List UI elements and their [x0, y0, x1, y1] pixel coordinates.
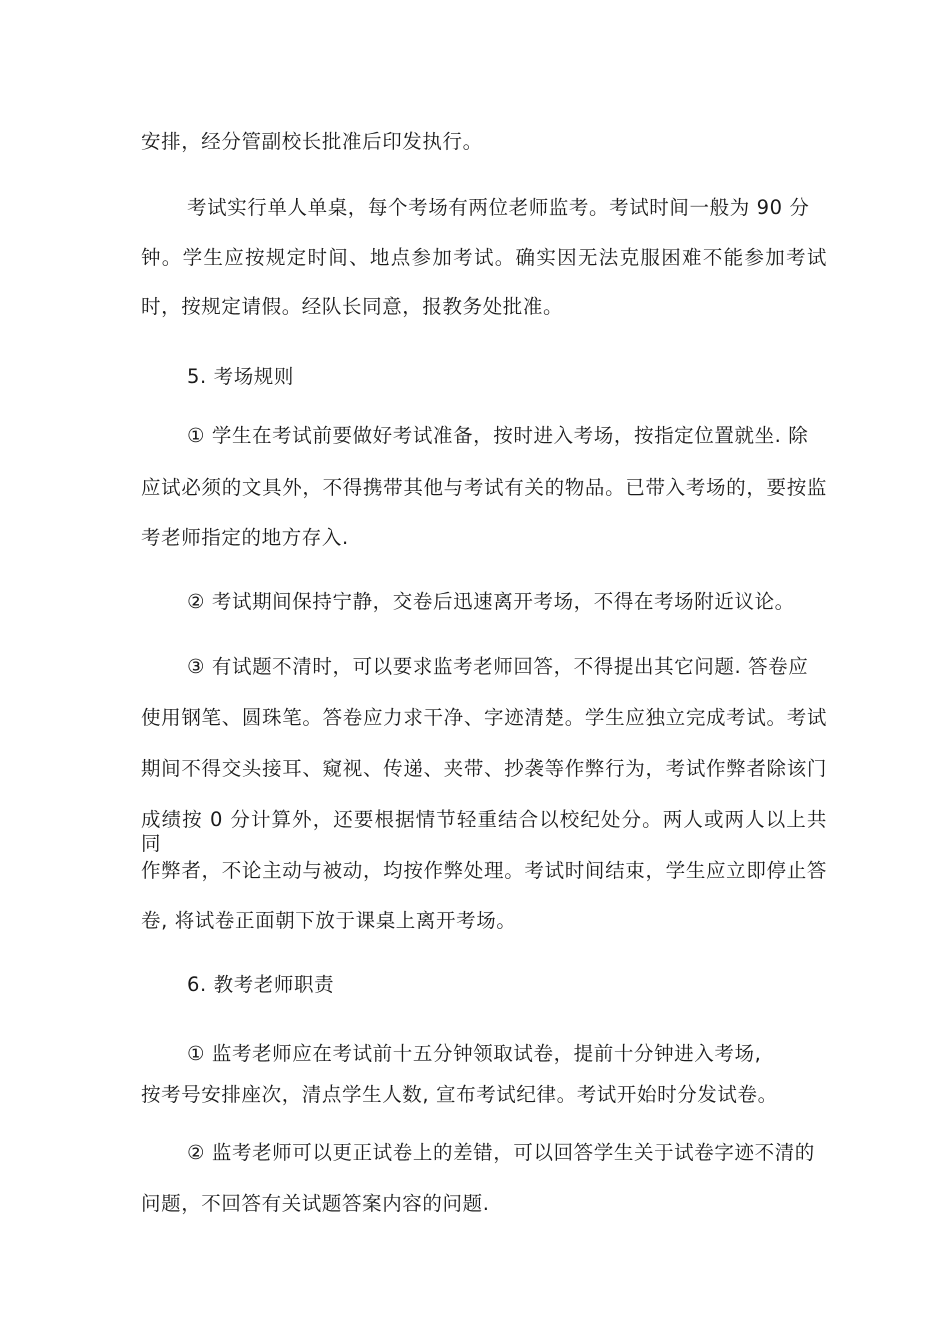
paragraph-line: 问题，不回答有关试题答案内容的问题.	[141, 1192, 490, 1215]
paragraph-line: 安排，经分管副校长批准后印发执行。	[141, 130, 483, 153]
paragraph-line: 考老师指定的地方存入.	[141, 526, 349, 549]
paragraph-line: ② 监考老师可以更正试卷上的差错，可以回答学生关于试卷字迹不清的	[187, 1141, 815, 1164]
paragraph-line: 考试实行单人单桌，每个考场有两位老师监考。考试时间一般为 90 分	[187, 196, 810, 219]
paragraph-line: 成绩按 0 分计算外，还要根据情节轻重结合以校纪处分。两人或两人以上共同	[141, 808, 827, 855]
paragraph-line: ② 考试期间保持宁静，交卷后迅速离开考场，不得在考场附近议论。	[187, 590, 795, 613]
paragraph-line: ③ 有试题不清时，可以要求监考老师回答，不得提出其它问题. 答卷应	[187, 655, 809, 678]
section-heading: 6. 教考老师职责	[187, 973, 335, 996]
paragraph-line: 卷, 将试卷正面朝下放于课桌上离开考场。	[141, 909, 517, 932]
paragraph-line: 钟。学生应按规定时间、地点参加考试。确实因无法克服困难不能参加考试	[141, 246, 827, 269]
paragraph-line: 时，按规定请假。经队长同意，报教务处批准。	[141, 295, 564, 318]
section-heading: 5. 考场规则	[187, 365, 295, 388]
paragraph-line: 按考号安排座次，清点学生人数, 宣布考试纪律。考试开始时分发试卷。	[141, 1083, 778, 1106]
paragraph-line: 期间不得交头接耳、窥视、传递、夹带、抄袭等作弊行为，考试作弊者除该门	[141, 757, 827, 780]
paragraph-line: ① 监考老师应在考试前十五分钟领取试卷，提前十分钟进入考场,	[187, 1042, 762, 1065]
paragraph-line: 使用钢笔、圆珠笔。答卷应力求干净、字迹清楚。学生应独立完成考试。考试	[141, 706, 827, 729]
paragraph-line: 应试必须的文具外，不得携带其他与考试有关的物品。已带入考场的，要按监	[141, 476, 827, 499]
paragraph-line: ① 学生在考试前要做好考试准备，按时进入考场，按指定位置就坐. 除	[187, 424, 809, 447]
paragraph-line: 作弊者，不论主动与被动，均按作弊处理。考试时间结束，学生应立即停止答	[141, 859, 827, 882]
